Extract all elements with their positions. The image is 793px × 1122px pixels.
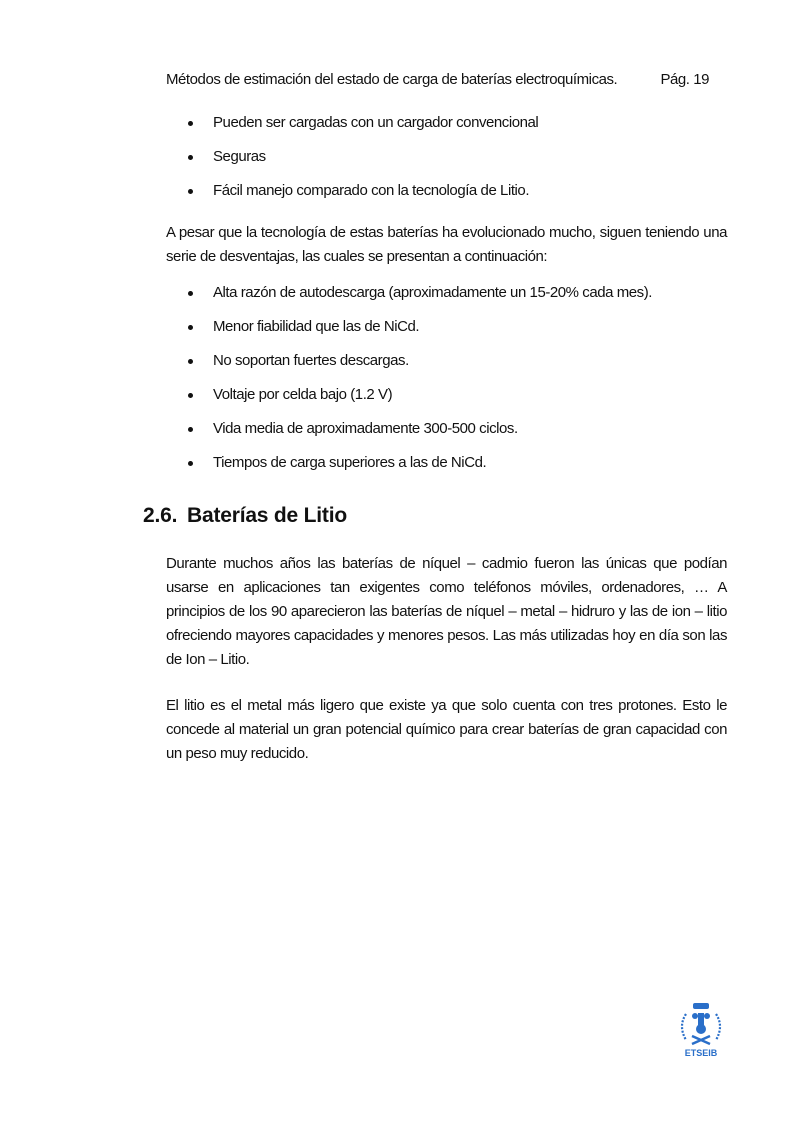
page-number: Pág. 19 [660, 71, 709, 88]
section-heading [143, 504, 347, 528]
svg-text:ETSEIB: ETSEIB [684, 1048, 718, 1058]
bullet-icon [188, 427, 193, 432]
paragraph: El litio es el metal más ligero que existe ya que solo cuenta con tres protones. Esto le concede al material un gran potencial químico para crear baterías de gran capacidad con un peso muy reducido. [166, 697, 727, 762]
bullet-icon [188, 121, 193, 126]
bullet-icon [188, 393, 193, 398]
bullet-icon [188, 325, 193, 330]
page-header [166, 71, 709, 88]
paragraph: Durante muchos años las baterías de níquel – cadmio fueron las únicas que podían usarse en aplicaciones tan exigentes como teléfonos móviles, ordenadores, … A principios de los 90 aparecieron las baterías de níquel – metal – hidruro y las de ion – litio ofreciendo mayores capacidades y menores pesos. Las más utilizadas hoy en día son las de Ion – Litio. [166, 555, 727, 668]
bullet-icon [188, 291, 193, 296]
bullet-icon [188, 155, 193, 160]
bullet-icon [188, 461, 193, 466]
bullet-icon [188, 359, 193, 364]
bullet-icon [188, 189, 193, 194]
section-number: 2.6. [143, 504, 178, 527]
etseib-logo [676, 1000, 726, 1058]
header-title: Métodos de estimación del estado de carga de baterías electroquímicas. [166, 71, 618, 88]
section-title: Baterías de Litio [187, 504, 347, 527]
paragraph: A pesar que la tecnología de estas baterías ha evolucionado mucho, siguen teniendo una serie de desventajas, las cuales se presentan a continuación: [166, 224, 727, 265]
